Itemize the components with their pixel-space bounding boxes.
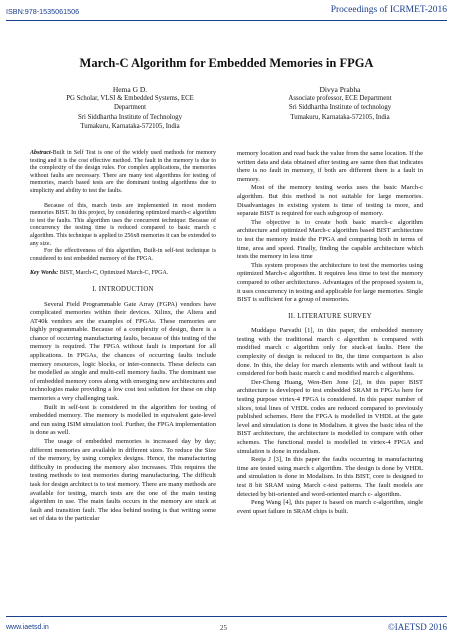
paper-title: March-C Algorithm for Embedded Memories in FPGA	[79, 56, 374, 70]
author-affiliation: PG Scholar, VLSI & Embedded Systems, ECE	[66, 95, 194, 103]
body-paragraph: Peng Wang [4], this paper is based on march c-algorithm, single event upset failure in SRAM chips is built.	[237, 499, 423, 515]
page-number: 25	[220, 624, 227, 632]
page-header	[0, 0, 453, 30]
author-institute: Sri Siddhartha Institute of Technology	[78, 113, 182, 121]
keywords	[30, 270, 216, 278]
body-paragraph: Several Field Programmable Gate Array (FGPA) vendors have complicated memories within their devices. Xilinx, the Altera and AT40k vendors are the examples of FPGAs. These memories are highly programmable. Because of a complexity of design, there is a chance of occurring manufacturing faults, because of this testing of the memory is required. The FPGA without fault is important for all applications. In FPGAs, the chances of occurring faults include memory resources, logic blocks, or inter-connects. These defects can be modelled as single and multi-cell memory faults. The dominant use of embedded memory cores along with emerging new architectures and technologies make providing a low cost test solution for these on chip memories a very challenging task.	[30, 300, 216, 403]
author-location: Tumakuru, Karnataka-572105, India	[80, 122, 180, 130]
author-block-2	[240, 85, 440, 122]
footer-url: www.iaetsd.in	[6, 624, 49, 631]
author-name: Divya Prabha	[319, 85, 361, 94]
abstract-paragraph: For the effectiveness of this algorithm, Built-in self-test technique is considered to test embedded memory of the FPGA.	[30, 248, 216, 262]
body-paragraph: memory location and read back the value from the same location. If the written data and data obtained after testing are same then that indicates there is no fault in memory, if both are different there is a fault in memory.	[237, 150, 423, 183]
footer-copyright: ©IAETSD 2016	[387, 622, 447, 632]
keywords-label: Key Words:	[30, 270, 59, 277]
proceedings-title: Proceedings of ICRMET-2016	[330, 5, 447, 15]
author-block-1	[30, 85, 230, 131]
body-paragraph: Der-Cheng Huang, Wen-Ben Jone [2], in this paper BIST architecture is developed to test embedded SRAM in FPGAs here for testing purpose virtex-4 FPGA is considered. In this paper number of slices, total lines of VHDL codes are reduced compared to previously published schemes. Here the FPGA is modelled in VHDL at the gate level and simulation is done in Modalism. it gives the basic idea of the BIST architecture, the architecture is modelled to compare with other schemes. The functional model is modelled in virtex-4 FPGA and simulation is done in modalism.	[237, 378, 423, 455]
abstract-paragraph	[30, 150, 216, 196]
left-column	[30, 150, 216, 524]
header-rule	[6, 20, 447, 21]
footer-rule	[6, 616, 447, 617]
author-name: Hema G D.	[112, 85, 148, 94]
body-paragraph: The objective is to create both basic march-c algorithm architecture and optimized March-c algorithm based BIST architecture to test the memory inside the FPGA and comparing both in terms of time, area and speed. Finally, finding the capable architecture which tests the memory in less time	[237, 218, 423, 261]
body-paragraph: The usage of embedded memories is increased day by day; different memories are available in different sizes. To reduce the Size of the memory, by using complex designs. Hence, the manufacturing difficulty in producing the memory also increases. This requires the testing methods to test memories during manufacturing. The difficult task for design architect is to test memory. There are many methods are available for testing, march tests are the one of the main testing algorithm in use. The main faults occurs in the memory are stuck at fault and transition fault. The idea behind testing is that writing some set of data to the particular	[30, 438, 216, 523]
author-location: Tumakuru, Karnataka-572105, India	[290, 113, 390, 121]
body-paragraph: Most of the memory testing works uses the basic March-c algorithm. But this method is not suitable for large memories. Disadvantages in existing system is time of testing is more, and separate BIST is required for each subgroup of memory.	[237, 184, 423, 218]
author-affiliation: Department	[113, 104, 147, 112]
body-paragraph: This system proposes the architecture to test the memories using optimized March-c algorithm. It requires less time to test the memory compared to other architectures. Advantages of the proposed system is, it uses concurrency in testing and applicable for large memories. Single BIST is sufficient for a group of memories.	[237, 261, 423, 304]
right-column	[237, 150, 423, 516]
body-paragraph: Built in self-test is considered in the algorithm for testing of embedded memory. The memory is modelled in equivalent gate-level and run using ISIM simulation tool. Further, the FPGA implementation is done as well.	[30, 403, 216, 437]
abstract-text: Built in Self Test is one of the widely used methods for memory testing and it is the cost effective method. The fault in the memory is due to the complexity of the design rules. For complex applications, the memories without faults are necessary. There are many test algorithms for testing of memories, march based tests are the dominant testing algorithms due to simplicity and ability to test the faults.	[30, 150, 216, 194]
body-paragraph: Reeja J [3], In this paper the faults occurring in manufacturing time are tested using march c algorithm. The design is done by VHDL and simulation is done in Modalism. In this BIST, core is designed to test 8 bit SRAM using March c-test patterns. The fault models are detected by bit-oriented and word-oriented march c- algorithm.	[237, 456, 423, 498]
abstract-paragraph: Because of this, march tests are implemented in most modern memories BIST. In this project, by considering optimized march-c algorithm to test the faults. This algorithm uses the concurrent technique: Because of concurrency the testing time is reduced compared to basic march c algorithm. This technique is applied to 256x8 memories it can be extended to any size.	[30, 202, 216, 247]
page-footer	[0, 616, 453, 640]
keywords-text: BIST, March-C, Optimized March-C, FPGA.	[59, 270, 169, 277]
isbn-text: ISBN:978-1535061506	[6, 7, 80, 16]
section-heading-introduction: I. INTRODUCTION	[92, 285, 154, 293]
author-affiliation: Associate professor, ECE Department	[288, 95, 392, 103]
section-heading-literature-survey: II. LITERATURE SURVEY	[288, 312, 372, 320]
body-paragraph: Muddapu Parvathi [1], in this paper, the embedded memory testing with the traditional march c algorithm is compared with modified march c algorithm only for stuck-at faults. Here the complexity of design is reduced to 8n, the time comparison is also done. In this, the delay for march elements with and without fault is considered for both basic march c and modified march c algorithms.	[237, 327, 423, 378]
author-institute: Sri Siddhartha Institute of technology	[288, 104, 392, 112]
abstract-label: Abstract-	[30, 150, 53, 156]
